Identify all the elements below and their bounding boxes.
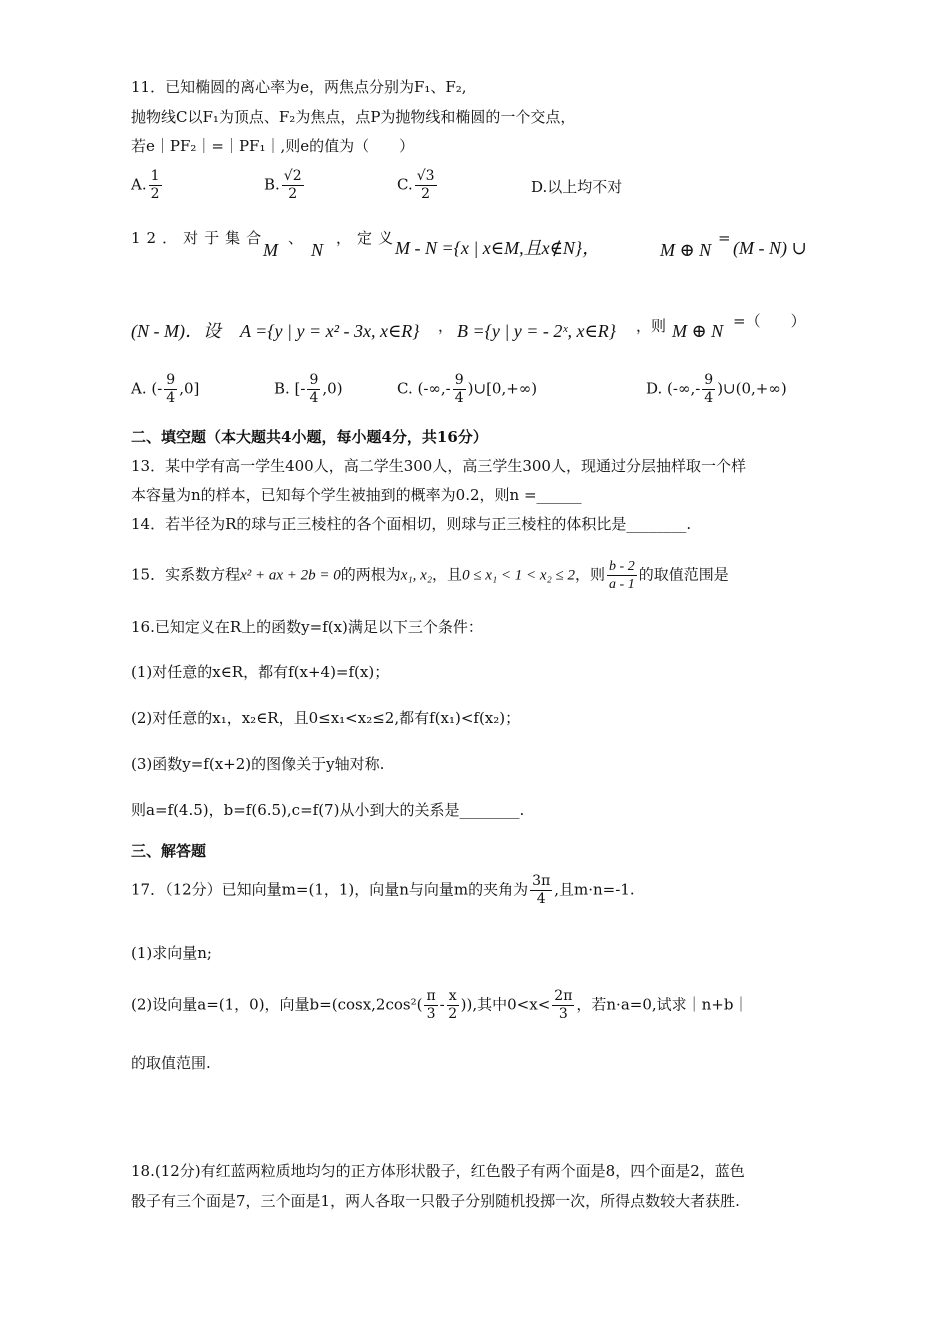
q17-x-over-2-fraction: $\frac{x}{2}$ — [448, 988, 458, 1022]
q12-n-minus-m: (N - M)．设 — [131, 321, 221, 341]
q11-option-a-fraction: $\frac{1}{2}$ — [150, 168, 160, 202]
q12-comma: 、 — [288, 229, 304, 247]
q17-2pi-over-3-fraction: $\frac{2\pi}{3}$ — [554, 988, 573, 1022]
q11-option-a: A. $\frac{1}{2}$ — [131, 168, 160, 202]
q12-option-a-fraction: $\frac{9}{4}$ — [166, 372, 176, 406]
q17-pi-over-3-fraction: $\frac{\pi}{3}$ — [426, 988, 436, 1022]
q12-set-a: A ={y | y = x² - 3x, x∈R} — [240, 321, 420, 341]
q11-option-b: B. $\frac{√2}{2}$ — [264, 168, 302, 202]
q11-option-d: D.以上均不对 — [531, 178, 623, 196]
q17-angle-fraction: $\frac{3\pi}{4}$ — [532, 873, 551, 907]
q12-set-n: N — [311, 240, 324, 260]
q11-option-c-fraction: $\frac{√3}{2}$ — [416, 168, 435, 202]
q12-equals: = — [718, 229, 731, 247]
q12-option-d: D. (-∞,- $\frac{9}{4}$ )∪(0,+∞) — [646, 372, 787, 406]
q12-set-m: M — [263, 240, 278, 260]
q12-def-m-minus-n: M - N ={x | x∈M,且x∉N}， — [395, 238, 601, 258]
q12-then: ，则 — [636, 317, 667, 335]
q16-line5: 则a=f(4.5)，b=f(6.5),c=f(7)从小到大的关系是________. — [131, 801, 525, 819]
q12-line1-prefix: 12．对于集合 — [131, 229, 268, 247]
q12-option-b: B. [- $\frac{9}{4}$ ,0) — [274, 372, 343, 406]
q12-option-c-fraction: $\frac{9}{4}$ — [454, 372, 464, 406]
section-solution-heading: 三、解答题 — [131, 842, 207, 860]
q11-line3: 若e｜PF₂｜=｜PF₁｜,则e的值为（ ） — [131, 137, 415, 155]
q16-line1: 16.已知定义在R上的函数y=f(x)满足以下三个条件： — [131, 618, 483, 636]
section-fill-in-heading: 二、填空题（本大题共4小题，每小题4分，共16分） — [131, 428, 488, 446]
q16-line2: (1)对任意的x∈R，都有f(x+4)=f(x)； — [131, 663, 390, 681]
q14-text: 14．若半径为R的球与正三棱柱的各个面相切，则球与正三棱柱的体积比是________. — [131, 515, 692, 533]
q12-option-c: C. (-∞,- $\frac{9}{4}$ )∪[0,+∞) — [397, 372, 538, 406]
q12-option-b-fraction: $\frac{9}{4}$ — [309, 372, 319, 406]
q18-line1: 18.(12分)有红蓝两粒质地均匀的正方体形状骰子，红色骰子有两个面是8，四个面是2，蓝色 — [131, 1162, 745, 1180]
q12-answer-blank: =（ ） — [733, 312, 806, 330]
q12-m-oplus-n: M ⊕ N — [660, 240, 712, 260]
q16-line4: (3)函数y=f(x+2)的图像关于y轴对称. — [131, 755, 385, 773]
q12-option-d-fraction: $\frac{9}{4}$ — [704, 372, 714, 406]
q11-line2: 抛物线C以F₁为顶点、F₂为焦点，点P为抛物线和椭圆的一个交点， — [131, 108, 576, 126]
q13-line2: 本容量为n的样本，已知每个学生被抽到的概率为0.2，则n =______ — [131, 486, 582, 504]
q12-set-b: B ={y | y = - 2ˣ, x∈R} — [457, 321, 616, 341]
q12-option-a: A. (- $\frac{9}{4}$ ,0] — [131, 372, 200, 406]
q17-part2: (2)设向量a=(1，0)，向量b=(cosx,2cos²( $\frac{\pi}{3}$ - $\frac{x}{2}$ )),其中0<x< $\frac{2\pi}{3}$ ，若n·a=0,试求｜n+b｜ — [131, 988, 749, 1022]
q11-option-c: C. $\frac{√3}{2}$ — [397, 168, 435, 202]
q15-line: 15．实系数方程x² + ax + 2b = 0的两根为x₁, x₂，且0 ≤ x₁ < 1 < x₂ ≤ 2，则 $\frac{b - 2}{a - 1}$ 的取值范围是 — [131, 559, 729, 592]
q18-line2: 骰子有三个面是7，三个面是1，两人各取一只骰子分别随机投掷一次，所得点数较大者获胜. — [131, 1192, 740, 1210]
q12-m-oplus-n-2: M ⊕ N — [672, 321, 724, 341]
q15-fraction: $\frac{b - 2}{a - 1}$ — [609, 559, 635, 592]
q17-line1: 17．（12分）已知向量m=(1，1)，向量n与向量m的夹角为 $\frac{3\pi}{4}$ ,且m·n=-1. — [131, 873, 635, 907]
q13-line1: 13．某中学有高一学生400人，高二学生300人，高三学生300人，现通过分层抽样取一个样 — [131, 457, 746, 475]
q16-line3: (2)对任意的x₁，x₂∈R，且0≤x₁<x₂≤2,都有f(x₁)<f(x₂)； — [131, 709, 521, 727]
q12-def-oplus: (M - N) ∪ — [733, 238, 807, 258]
q17-part2-end: 的取值范围. — [131, 1054, 211, 1072]
q12-comma2: ， — [438, 317, 454, 335]
q12-define: ，定义 — [336, 229, 400, 247]
q17-part1: (1)求向量n; — [131, 944, 212, 962]
q11-option-b-fraction: $\frac{√2}{2}$ — [283, 168, 302, 202]
q11-line1: 11．已知椭圆的离心率为e，两焦点分别为F₁、F₂, — [131, 78, 467, 96]
